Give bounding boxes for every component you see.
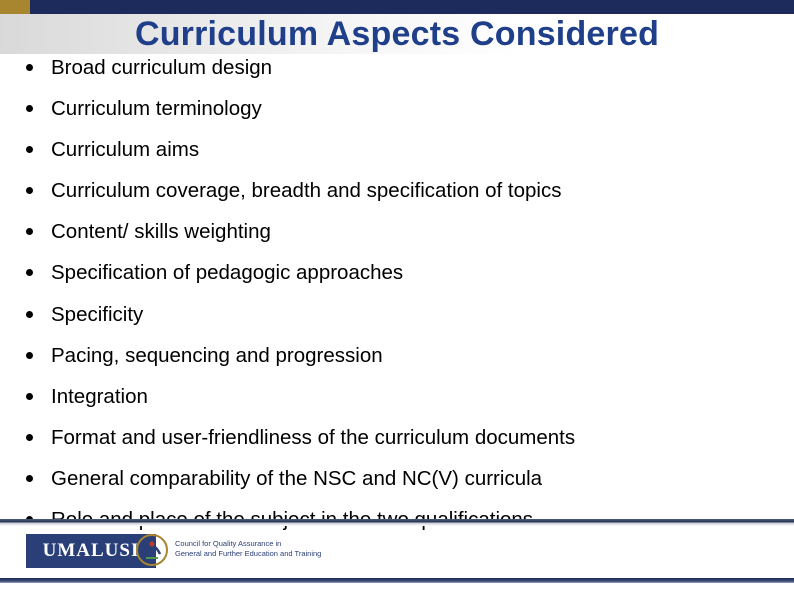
bullet-text: Format and user-friendliness of the curriculum documents [51,426,576,449]
footer-tagline [175,539,321,559]
bullet-item [26,137,199,163]
bullet-item [26,466,542,492]
footer-divider-bottom [0,578,794,583]
bullet-item [26,384,148,410]
bullet-icon [26,146,33,153]
umalusi-emblem-icon [132,530,172,570]
bullet-item [26,55,272,81]
bullet-icon [26,352,33,359]
bullet-text: Pacing, sequencing and progression [51,344,383,367]
bullet-text: Curriculum aims [51,138,200,161]
bullet-text: Curriculum coverage, breadth and specification of topics [51,179,562,202]
bullet-text: Specificity [51,303,144,326]
bullet-icon [26,393,33,400]
bullet-icon [26,105,33,112]
bullet-icon [26,475,33,482]
bullet-item [26,343,383,369]
footer-tagline-line1: Council for Quality Assurance in [175,539,282,548]
bullet-item [26,302,143,328]
bullet-text: Broad curriculum design [51,56,273,79]
bullet-icon [26,64,33,71]
umalusi-logo: UMALUSI [26,534,156,568]
bullet-text: Content/ skills weighting [51,220,271,243]
bullet-icon [26,434,33,441]
bullet-text: General comparability of the NSC and NC(V) curricula [51,467,543,490]
footer-divider-top [0,519,794,526]
bullet-icon [26,187,33,194]
bullet-item [26,96,262,122]
footer-tagline-line2: General and Further Education and Training [175,549,322,558]
bullet-item [26,425,575,451]
bullet-item [26,219,271,245]
bullet-item [26,260,403,286]
bullet-item [26,178,562,204]
bullet-icon [26,311,33,318]
bullet-icon [26,269,33,276]
bullet-text: Curriculum terminology [51,97,262,120]
slide-title: Curriculum Aspects Considered [134,15,660,53]
bullet-icon [26,228,33,235]
bullet-text: Integration [51,385,148,408]
bullet-text: Specification of pedagogic approaches [51,261,404,284]
